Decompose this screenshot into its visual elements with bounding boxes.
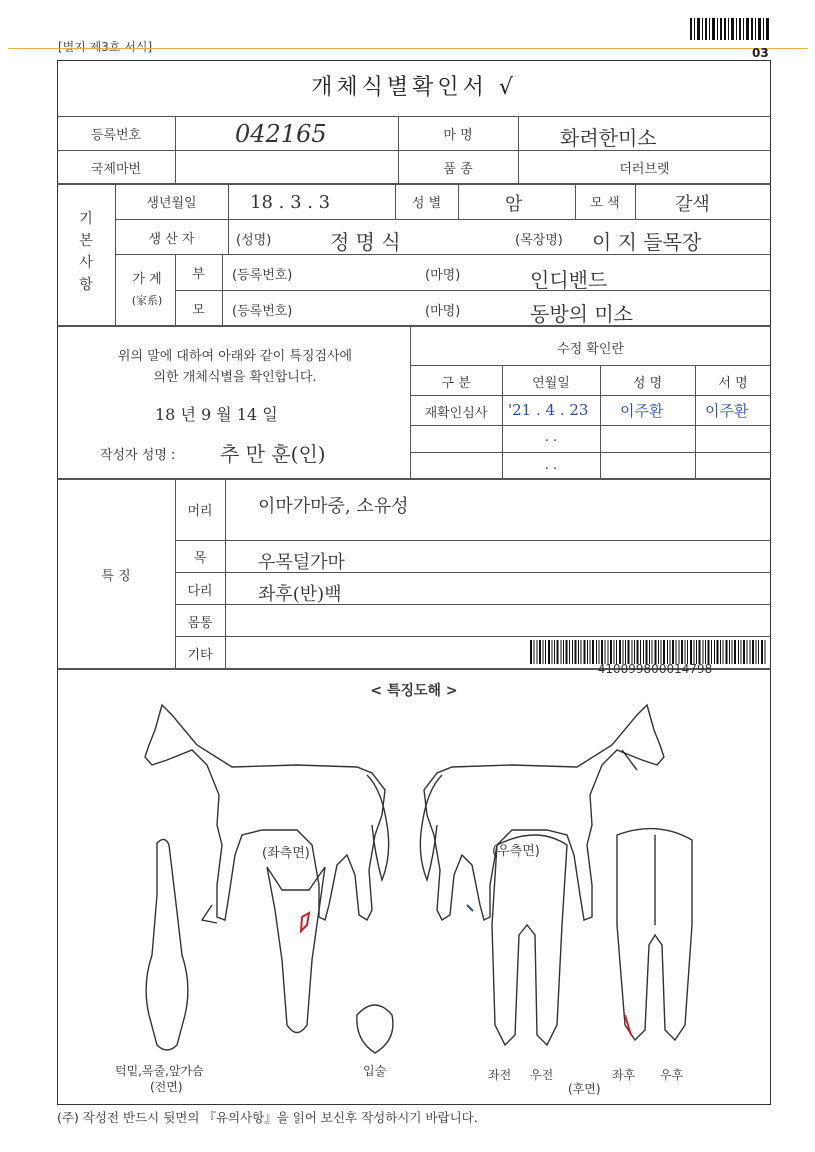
- col-sign: 서 명: [718, 376, 748, 391]
- row1-date: '21 . 4 . 23: [508, 401, 589, 419]
- reg-no-label: 등록번호: [90, 128, 142, 143]
- farm-value: 이 지 들목장: [592, 230, 702, 254]
- basic-section-label: 기본사항: [79, 211, 93, 293]
- breed-value: 더러브렛: [619, 162, 670, 177]
- rule: [410, 365, 771, 366]
- dam-name-value: 동방의 미소: [530, 302, 633, 326]
- neck-value: 우목덜가마: [258, 552, 345, 573]
- rule: [410, 452, 771, 453]
- form-number-label: [별지 제3호 서식]: [58, 40, 153, 54]
- leg-label: 다리: [187, 584, 213, 599]
- dam-name-label: (마명): [425, 304, 461, 319]
- right-side-label: (우측면): [492, 844, 540, 859]
- sire-label: 부: [192, 267, 205, 282]
- top-barcode-icon: [690, 18, 770, 40]
- producer-name-label: (성명): [236, 233, 272, 248]
- neck-front-view-icon: [146, 839, 188, 1050]
- birth-value: 18 . 3 . 3: [250, 192, 331, 213]
- confirm-statement-1: 위의 말에 대하여 아래와 같이 특징검사에: [117, 349, 353, 364]
- other-label: 기타: [187, 648, 213, 663]
- right-fore-label: 우전: [530, 1068, 554, 1082]
- rule: [635, 183, 636, 219]
- confirm-statement-2: 의한 개체식별을 확인합니다.: [153, 370, 317, 385]
- producer-name-value: 정 명 식: [330, 230, 401, 254]
- rule: [410, 425, 771, 426]
- sex-label: 성 별: [411, 196, 442, 211]
- farm-label: (목장명): [515, 233, 563, 248]
- left-side-label: (좌측면): [262, 846, 310, 861]
- left-hind-label: 좌후: [612, 1068, 636, 1082]
- left-fore-label: 좌전: [488, 1068, 512, 1082]
- author-label: 작성자 성명 :: [100, 448, 176, 463]
- correction-title: 수정 확인란: [557, 342, 624, 357]
- row1-type: 재확인심사: [424, 406, 488, 421]
- rule: [175, 540, 771, 541]
- row3-date: . .: [544, 458, 558, 473]
- leg-value: 좌후(반)백: [258, 584, 342, 605]
- rear-view-label: (후면): [568, 1082, 601, 1096]
- sire-name-label: (마명): [425, 268, 461, 283]
- neck-label: 목: [193, 551, 207, 566]
- left-side-horse-icon: [145, 705, 389, 923]
- col-date: 연월일: [532, 376, 570, 391]
- rule: [57, 116, 771, 117]
- rule: [175, 116, 176, 183]
- dam-reg-label: (등록번호): [232, 304, 293, 319]
- rule: [410, 395, 771, 396]
- row1-name: 이주환: [620, 402, 664, 420]
- sex-value: 암: [505, 194, 523, 215]
- dam-label: 모: [192, 303, 205, 318]
- diagram-title: < 특징도해 >: [370, 683, 458, 699]
- front-legs-icon: [492, 835, 567, 1045]
- row1-sign: 이주환: [705, 402, 749, 420]
- color-label: 모 색: [590, 196, 620, 211]
- head-value: 이마가마중, 소유성: [258, 496, 409, 517]
- horse-diagram: [57, 695, 771, 1085]
- head-label: 머리: [187, 504, 213, 519]
- page-number: 03: [752, 46, 769, 60]
- rule: [222, 254, 223, 325]
- front-neck-label: 턱밑,목줄,앞가슴: [115, 1064, 204, 1078]
- producer-label: 생 산 자: [148, 232, 195, 247]
- rule: [175, 636, 771, 637]
- birth-label: 생년월일: [146, 196, 197, 211]
- rule: [175, 290, 771, 291]
- head-front-view-icon: [267, 867, 325, 1033]
- rear-view-icon: [617, 829, 692, 1040]
- col-name: 성 명: [632, 376, 663, 391]
- reg-no-value: 042165: [235, 120, 327, 148]
- color-value: 갈색: [675, 194, 710, 215]
- right-hind-label: 우후: [660, 1068, 684, 1082]
- confirm-date: 18 년 9 월 14 일: [155, 405, 278, 424]
- lips-icon: [357, 1005, 393, 1053]
- body-label: 몸통: [187, 616, 213, 631]
- sire-name-value: 인디밴드: [530, 268, 608, 292]
- rule: [225, 478, 226, 668]
- sire-reg-label: (등록번호): [232, 268, 293, 283]
- rule: [57, 325, 771, 327]
- sticker-barcode-icon: [530, 640, 770, 664]
- horse-name-value: 화려한미소: [560, 126, 657, 150]
- lips-label: 입술: [363, 1064, 387, 1078]
- author-value: 추 만 훈(인): [220, 442, 326, 466]
- footnote: (주) 작성전 반드시 뒷면의 『유의사항』을 읽어 보신후 작성하시기 바랍니다.: [57, 1110, 478, 1125]
- breed-label: 품 종: [443, 162, 473, 177]
- pedigree-hanja: (家系): [131, 294, 163, 307]
- rule: [57, 183, 771, 185]
- features-section-label: 특 징: [101, 569, 131, 584]
- rule: [57, 478, 771, 480]
- barcode-number: 410099800014798: [597, 662, 713, 676]
- front-view-label: (전면): [150, 1080, 183, 1094]
- col-type: 구 분: [441, 376, 471, 391]
- rule: [458, 183, 459, 219]
- right-side-horse-icon: [420, 705, 664, 920]
- rule: [115, 219, 771, 220]
- horse-name-label: 마 명: [443, 128, 473, 143]
- rule: [228, 219, 229, 254]
- pedigree-label: 가 계: [132, 272, 162, 287]
- row2-date: . .: [544, 430, 558, 445]
- header-rule: [8, 48, 808, 49]
- intl-no-label: 국제마번: [90, 162, 142, 177]
- document-title: 개체식별확인서 √: [311, 75, 517, 100]
- rule: [228, 183, 229, 219]
- rule: [57, 150, 771, 151]
